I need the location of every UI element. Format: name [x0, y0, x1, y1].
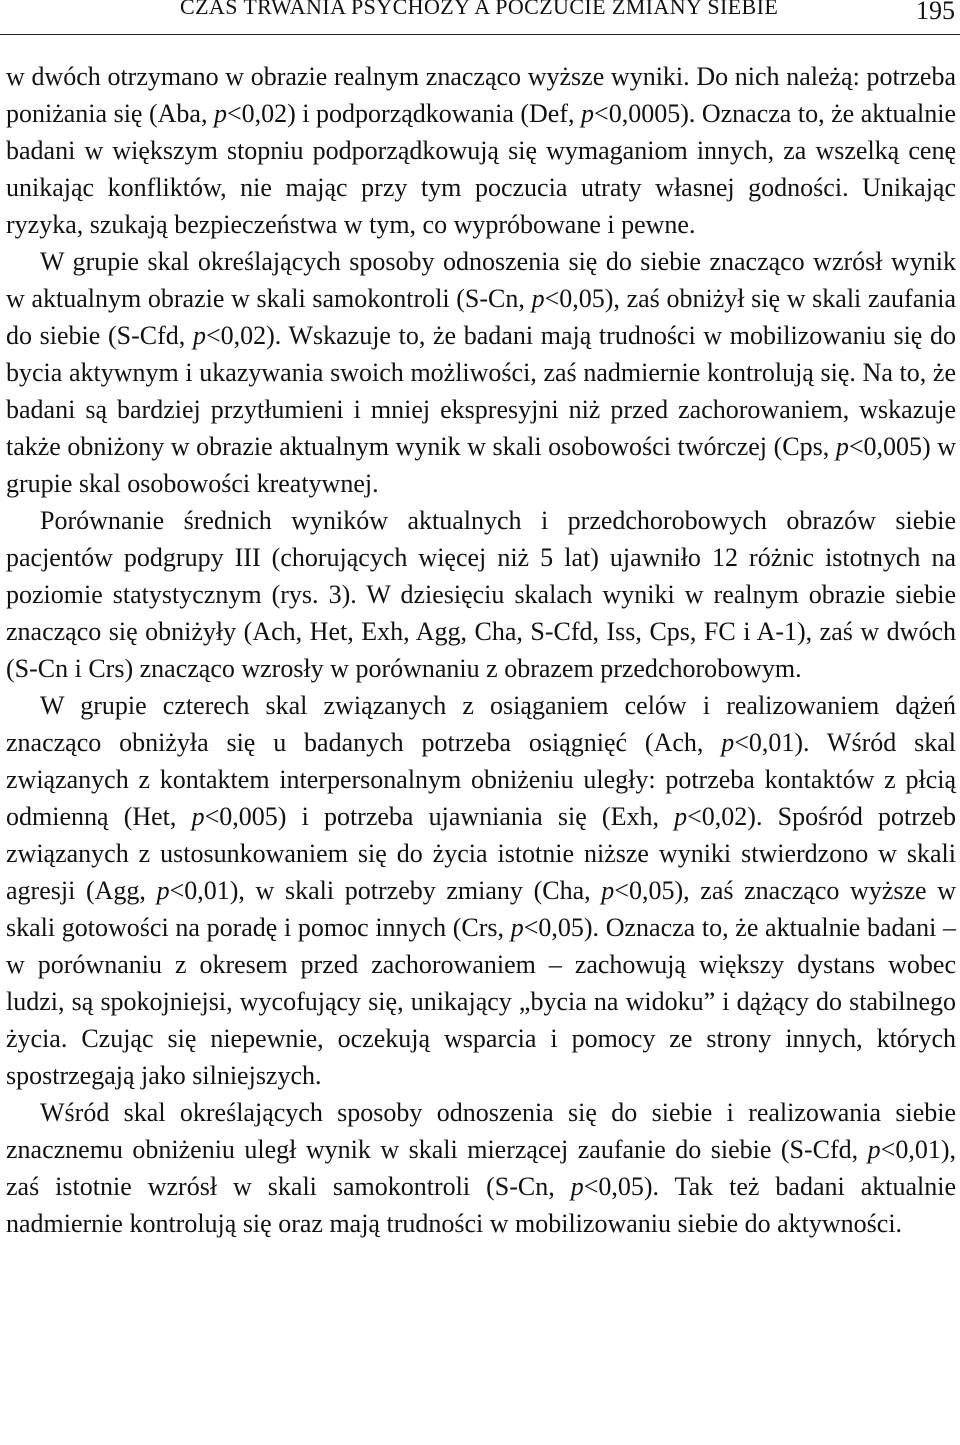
italic-text-segment: p	[192, 321, 206, 350]
text-segment: <0,0005). Oznacza to, że aktualnie badani w większym stopniu podporządkowują się wymaganiom innych, za wszelką cenę unikając konfliktów, nie mając przy tym poczucia utraty własnej godności. Unikając ryzyka, szukają bezpieczeństwa w tym, co wypróbowane i pewne.	[6, 99, 956, 239]
text-segment: <0,005) w grupie skal osobowości kreatywnej.	[6, 432, 956, 498]
text-segment: <0,05), zaś obniżył się w skali zaufania do siebie (S-Cfd,	[6, 284, 956, 350]
text-segment: <0,05), zaś znacząco wyższe w skali gotowości na poradę i pomoc innych (Crs,	[6, 876, 956, 942]
italic-text-segment: p	[510, 913, 524, 942]
body-text	[6, 58, 956, 1242]
italic-text-segment: p	[191, 802, 205, 831]
italic-text-segment: p	[156, 876, 170, 905]
running-header	[0, 0, 960, 35]
page-number: 195	[916, 0, 955, 25]
text-segment: <0,02). Wskazuje to, że badani mają trudności w mobilizowaniu się do bycia aktywnym i ukazywania swoich możliwości, zaś nadmiernie kontrolują się. Na to, że badani są bardziej przytłumieni i mniej ekspresyjni niż przed zachorowaniem, wskazuje także obniżony w obrazie aktualnym wynik w skali osobowości twórczej (Cps,	[6, 321, 957, 461]
italic-text-segment: p	[601, 876, 615, 905]
italic-text-segment: p	[570, 1172, 584, 1201]
text-segment: Wśród skal określających sposoby odnoszenia się do siebie i realizowania siebie znacznemu obniżeniu uległ wynik w skali mierzącej zaufanie do siebie (S-Cfd,	[6, 1098, 956, 1164]
text-segment: <0,01), w skali potrzeby zmiany (Cha,	[169, 876, 602, 905]
italic-text-segment: p	[531, 284, 545, 313]
italic-text-segment: p	[721, 728, 735, 757]
text-segment: <0,05). Oznacza to, że aktualnie badani – w porównaniu z okresem przed zachorowaniem – zachowują większy dystans wobec ludzi, są spokojniejsi, wycofujący się, unikający „bycia na widoku” i dążący do stabilnego życia. Czując się niepewnie, oczekują wsparcia i pomocy ze strony innych, których spostrzegają jako silniejszych.	[6, 913, 957, 1090]
italic-text-segment: p	[867, 1135, 881, 1164]
text-segment: w dwóch otrzymano w obrazie realnym znacząco wyższe wyniki. Do nich należą: potrzeba poniżania się (Aba,	[6, 62, 956, 128]
text-segment: <0,01), zaś istotnie wzrósł w skali samokontroli (S-Cn,	[6, 1135, 956, 1201]
paragraph-5	[6, 1094, 956, 1242]
text-segment: W grupie czterech skal związanych z osiąganiem celów i realizowaniem dążeń znacząco obniżyła się u badanych potrzeba osiągnięć (Ach,	[6, 691, 956, 757]
text-segment: <0,02). Spośród potrzeb związanych z ustosunkowaniem się do życia istotnie niższe wyniki stwierdzono w skali agresji (Agg,	[6, 802, 956, 905]
italic-text-segment: p	[213, 99, 227, 128]
text-segment: <0,02) i podporządkowania (Def,	[226, 99, 582, 128]
running-title: CZAS TRWANIA PSYCHOZY A POCZUCIE ZMIANY SIEBIE	[180, 0, 779, 19]
italic-text-segment: p	[581, 99, 595, 128]
text-segment: <0,01). Wśród skal związanych z kontaktem interpersonalnym obniżeniu uległy: potrzeba kontaktów z płcią odmienną (Het,	[6, 728, 956, 831]
paragraph-2	[6, 243, 956, 502]
text-segment: Porównanie średnich wyników aktualnych i przedchorobowych obrazów siebie pacjentów podgrupy III (chorujących więcej niż 5 lat) ujawniło 12 różnic istotnych na poziomie statystycznym (rys. 3). W dziesięciu skalach wyniki w realnym obrazie siebie znacząco się obniżyły (Ach, Het, Exh, Agg, Cha, S-Cfd, Iss, Cps, FC i A-1), zaś w dwóch (S-Cn i Crs) znacząco wzrosły w porównaniu z obrazem przedchorobowym.	[6, 506, 956, 683]
italic-text-segment: p	[835, 432, 849, 461]
paragraph-1	[6, 58, 956, 243]
text-segment: <0,05). Tak też badani aktualnie nadmiernie kontrolują się oraz mają trudności w mobilizowaniu siebie do aktywności.	[6, 1172, 957, 1238]
text-segment: W grupie skal określających sposoby odnoszenia się do siebie znacząco wzrósł wynik w aktualnym obrazie w skali samokontroli (S-Cn,	[6, 247, 956, 313]
text-segment: <0,005) i potrzeba ujawniania się (Exh,	[204, 802, 675, 831]
italic-text-segment: p	[674, 802, 688, 831]
paragraph-4	[6, 687, 956, 1094]
paragraph-3	[6, 502, 956, 687]
